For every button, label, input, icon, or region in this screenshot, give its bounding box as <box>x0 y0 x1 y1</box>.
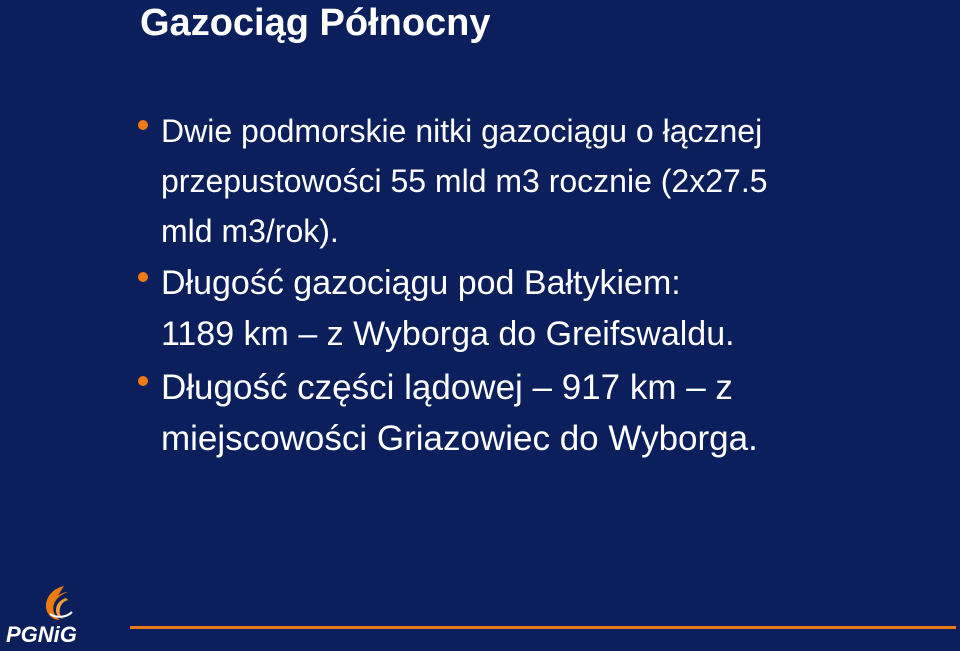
bullet-item <box>138 258 938 360</box>
bullet-list <box>138 106 938 466</box>
bullet-icon <box>138 120 148 130</box>
logo-text: PGNiG <box>6 622 77 647</box>
bullet-item <box>138 362 938 464</box>
bullet-line: miejscowości Griazowiec do Wyborga. <box>161 419 758 458</box>
bullet-line: Długość gazociągu pod Bałtykiem: <box>161 264 681 302</box>
bullet-line: 1189 km – z Wyborga do Greifswaldu. <box>161 315 735 353</box>
footer-divider <box>130 626 956 629</box>
bullet-line: Dwie podmorskie nitki gazociągu o łącznej <box>161 113 763 149</box>
bullet-line: przepustowości 55 mld m3 rocznie (2x27.5 <box>161 163 768 199</box>
flame-icon <box>36 584 76 622</box>
bullet-item <box>138 106 938 256</box>
bullet-icon <box>138 376 148 386</box>
bullet-icon <box>138 272 148 282</box>
bullet-line: Długość części lądowej – 917 km – z <box>161 368 733 407</box>
slide-title: Gazociąg Północny <box>140 2 491 44</box>
bullet-line: mld m3/rok). <box>161 213 339 249</box>
pgnig-logo <box>6 584 100 646</box>
